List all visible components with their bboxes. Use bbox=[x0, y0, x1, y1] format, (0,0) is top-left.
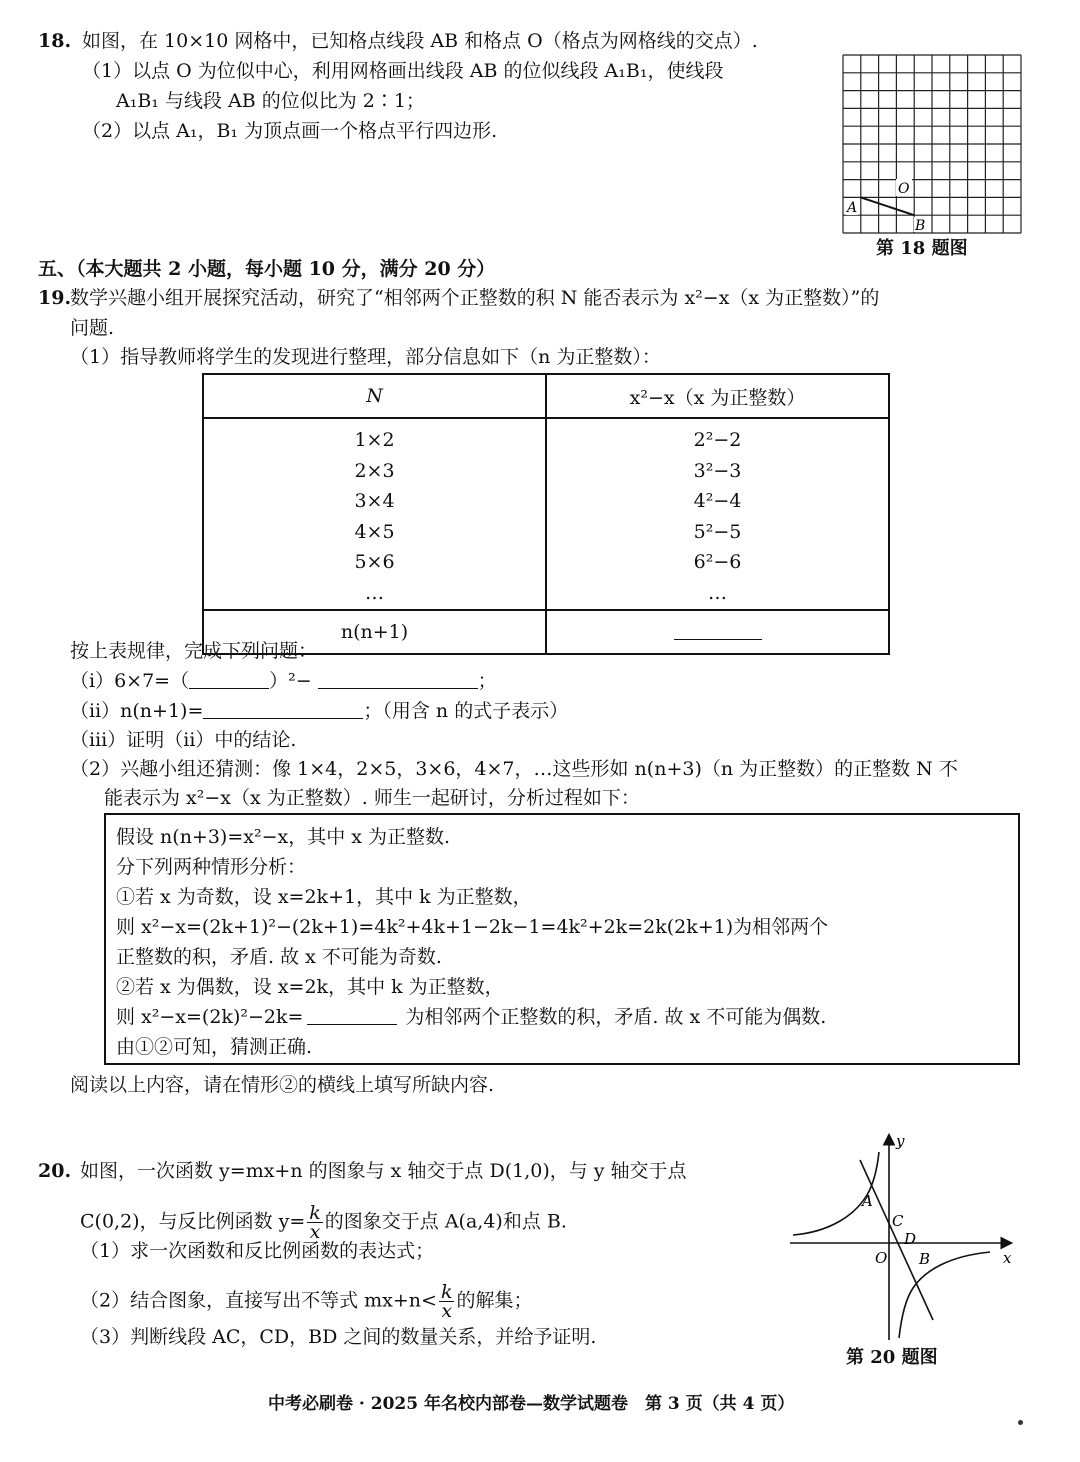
sub-i-prefix: （ⅰ）6×7=（ bbox=[70, 670, 190, 692]
q19-number: 19. bbox=[38, 287, 72, 309]
section5-heading: 五、（本大题共 2 小题，每小题 10 分，满分 20 分） bbox=[38, 258, 496, 280]
table-cell: … bbox=[365, 581, 384, 604]
q19-sub-iii: （ⅲ）证明（ⅱ）中的结论. bbox=[70, 729, 297, 751]
table-cell: 2×3 bbox=[354, 459, 395, 482]
q19-part1-intro: （1）指导教师将学生的发现进行整理，部分信息如下（n 为正整数）： bbox=[70, 346, 661, 368]
q20-line5: （3）判断线段 AC，CD，BD 之间的数量关系，并给予证明. bbox=[80, 1326, 597, 1348]
box-line4: 则 x²−x=(2k+1)²−(2k+1)=4k²+4k+1−2k−1=4k²+2k=2k(2k+1)为相邻两个 bbox=[116, 916, 829, 938]
page-footer: 中考必刷卷 · 2025 年名校内部卷—数学试题卷 第 3 页（共 4 页） bbox=[268, 1394, 795, 1414]
frac-num-2: k bbox=[440, 1281, 453, 1303]
sub-i-blank2[interactable] bbox=[318, 670, 478, 689]
box-line7 bbox=[116, 1006, 826, 1029]
segment-ab bbox=[861, 197, 914, 215]
q20-line2-b: 的图象交于点 A(a,4)和点 B. bbox=[324, 1210, 567, 1233]
table-cell: 3²−3 bbox=[693, 459, 742, 482]
box-line3: ①若 x 为奇数，设 x=2k+1，其中 k 为正整数， bbox=[116, 886, 532, 908]
sub-ii-blank[interactable] bbox=[203, 700, 363, 719]
q18-text-line4: （2）以点 A₁，B₁ 为顶点画一个格点平行四边形. bbox=[82, 120, 498, 142]
q18-figure-caption: 第 18 题图 bbox=[876, 238, 968, 259]
table-cell: 4×5 bbox=[354, 520, 395, 543]
q18-number: 18. bbox=[38, 30, 72, 52]
box-line5: 正整数的积，矛盾. 故 x 不可能为奇数. bbox=[116, 946, 442, 968]
sub-i-mid: ）²− bbox=[269, 670, 312, 692]
fraction-k-over-x-2 bbox=[439, 1283, 455, 1320]
table-cell: 6²−6 bbox=[693, 551, 742, 573]
table-cell: 5²−5 bbox=[693, 520, 742, 543]
point-c-label: C bbox=[892, 1212, 904, 1230]
sub-ii-suffix: ；（用含 n 的式子表示） bbox=[363, 700, 569, 722]
box-line6: ②若 x 为偶数，设 x=2k，其中 k 为正整数， bbox=[116, 976, 504, 998]
q19-read-instruction: 阅读以上内容，请在情形②的横线上填写所缺内容. bbox=[70, 1074, 495, 1096]
box-line7-prefix: 则 x²−x=(2k)²−2k= bbox=[116, 1006, 304, 1028]
table-cell: … bbox=[708, 581, 727, 604]
q18-text-line2: （1）以点 O 为位似中心，利用网格画出线段 AB 的位似线段 A₁B₁，使线段 bbox=[82, 60, 724, 82]
table-cell: 3×4 bbox=[354, 490, 395, 512]
table-last-x[interactable] bbox=[546, 610, 889, 654]
origin-label: O bbox=[875, 1249, 888, 1267]
box-line2: 分下列两种情形分析： bbox=[116, 856, 307, 878]
box-line8: 由①②可知，猜测正确. bbox=[116, 1036, 313, 1058]
box-answer-blank[interactable] bbox=[307, 1006, 397, 1025]
q19-intro-line1: 数学兴趣小组开展探究活动，研究了“相邻两个正整数的积 N 能否表示为 x²−x（x 为正整数）”的 bbox=[70, 287, 880, 309]
axis-x-label: x bbox=[1003, 1249, 1012, 1267]
q20-line2 bbox=[80, 1204, 567, 1241]
frac-num: k bbox=[309, 1202, 321, 1224]
table-cell: 1×2 bbox=[354, 429, 395, 451]
table-last-n: n(n+1) bbox=[203, 610, 546, 654]
sub-ii-prefix: （ⅱ）n(n+1)= bbox=[70, 700, 204, 722]
q20-line1: 如图，一次函数 y=mx+n 的图象与 x 轴交于点 D(1,0)，与 y 轴交于点 bbox=[80, 1160, 687, 1182]
q18-grid-figure bbox=[840, 52, 1030, 237]
q19-part2-line1: （2）兴趣小组还猜测：像 1×4，2×5，3×6，4×7，…这些形如 n(n+3)（n 为正整数）的正整数 N 不 bbox=[70, 758, 958, 780]
q20-line4 bbox=[80, 1283, 532, 1320]
pattern-table bbox=[202, 373, 890, 655]
table-cell: 4²−4 bbox=[693, 490, 742, 512]
q20-number: 20. bbox=[38, 1160, 72, 1182]
axis-y-label: y bbox=[896, 1132, 905, 1150]
point-o-label: O bbox=[898, 181, 910, 197]
table-header-n: N bbox=[203, 374, 546, 418]
q20-figure-caption: 第 20 题图 bbox=[846, 1347, 938, 1368]
table-header-x: x²−x（x 为正整数） bbox=[546, 374, 889, 418]
point-d-label: D bbox=[904, 1230, 917, 1248]
point-b-label: B bbox=[919, 1250, 931, 1268]
table-cell: 5×6 bbox=[354, 551, 395, 573]
q20-line3: （1）求一次函数和反比例函数的表达式； bbox=[80, 1240, 435, 1262]
hyperbola-branch-right bbox=[899, 1252, 990, 1338]
q19-part2-line2: 能表示为 x²−x（x 为正整数）. 师生一起研讨，分析过程如下： bbox=[104, 787, 640, 809]
frac-den: x bbox=[309, 1221, 321, 1243]
fraction-k-over-x bbox=[307, 1204, 323, 1241]
point-a-label: A bbox=[862, 1192, 873, 1210]
table-col-n bbox=[203, 418, 546, 610]
linear-function-line bbox=[860, 1160, 933, 1320]
table-cell: 2²−2 bbox=[693, 429, 742, 451]
table-answer-blank[interactable] bbox=[674, 621, 762, 640]
point-b-label: B bbox=[915, 218, 926, 234]
q20-function-figure bbox=[785, 1130, 1025, 1345]
point-a-label: A bbox=[847, 200, 858, 216]
sub-i-blank1[interactable] bbox=[189, 670, 269, 689]
q18-text-line1: 如图，在 10×10 网格中，已知格点线段 AB 和格点 O（格点为网格线的交点）. bbox=[82, 30, 758, 52]
q19-sub-ii bbox=[70, 700, 568, 723]
box-line7-suffix: 为相邻两个正整数的积，矛盾. 故 x 不可能为偶数. bbox=[405, 1006, 827, 1028]
box-line1: 假设 n(n+3)=x²−x，其中 x 为正整数. bbox=[116, 826, 451, 848]
sub-i-end: ； bbox=[477, 670, 497, 692]
q19-intro-line2: 问题. bbox=[70, 317, 115, 339]
scan-dot bbox=[1018, 1420, 1023, 1425]
q20-line4-b: 的解集； bbox=[456, 1289, 533, 1312]
q19-sub-i bbox=[70, 670, 497, 693]
q20-line4-a: （2）结合图象，直接写出不等式 mx+n< bbox=[80, 1289, 437, 1312]
q18-text-line3: A₁B₁ 与线段 AB 的位似比为 2∶1； bbox=[116, 90, 425, 112]
frac-den-2: x bbox=[441, 1300, 453, 1322]
grid-lines bbox=[843, 55, 1021, 233]
table-col-x bbox=[546, 418, 889, 610]
q20-line2-a: C(0,2)，与反比例函数 y= bbox=[80, 1210, 306, 1233]
q19-follow-text: 按上表规律，完成下列问题： bbox=[70, 640, 318, 662]
